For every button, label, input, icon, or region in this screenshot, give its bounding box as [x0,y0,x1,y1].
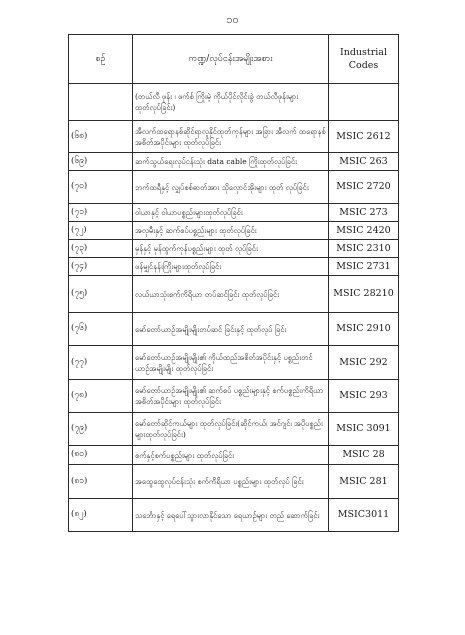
row-description: ဘက်ထရီနှင့် လျှပ်စစ်ဓာတ်အား သိုလှောင်အိုးများ ထုတ် လုပ်ခြင်း [133,171,329,204]
row-industrial-code: MSIC 292 [329,346,399,380]
row-serial-no: (၇၂) [69,222,133,240]
row-industrial-code: MSIC 28 [329,446,399,465]
row-description: ဖန်မျှင်နန်းကြိုးများထုတ်လုပ်ခြင်း [133,258,329,276]
row-industrial-code: MSIC 2720 [329,171,399,204]
header-sector-type: ကဏ္ဍ/လုပ်ငန်းအမျိုးအစား [133,35,329,84]
table-row [69,346,399,380]
table-row [69,380,399,413]
row-description: အထွေထွေလုပ်ငန်းသုံး စက်ကိရိယာ ပစ္စည်းများ ထုတ်လုပ် ခြင်း [133,465,329,499]
row-description: ဆက်သွယ်ရေးလုပ်ငန်းသုံး data cable ကြိုးထုတ်လုပ်ခြင်း [133,153,329,171]
row-description: သင်္ဘောနှင့် ရေပေါ်သွားလာနိုင်သော ရေယာဉ်များ တည် ဆောက်ခြင်း [133,499,329,532]
row-serial-no: (၈၂) [69,499,133,532]
row-serial-no: (၈၀) [69,446,133,465]
row-description: မော်တော်ယာဉ်အမျိုးမျိုး၏ ဆက်စပ် ပစ္စည်းများနှင့် စက်ပစ္စည်းကိရိယာ အစိတ်အပိုင်းများ ထုတ်လုပ်ခြင်း [133,380,329,413]
row-description: အီလက်ထရောနစ်ဆိုင်ရာလူနိုင်ထုတ်ကုန်များ အခြား အီလက် ထရောနစ်အစိတ်အပိုင်းများ ထုတ်လုပ်ခြင်း [133,121,329,153]
header-industrial-codes: Industrial Codes [329,35,399,84]
row-description: (တယ်လီ ဖုန်း ၊ ဖက်စ် ကြိုးမဲ့ ကိုယ်ပိုင်လိုင်းခွဲ တယ်လီဖုန်းများ ထုတ်လုပ်ခြင်း) [133,84,329,121]
table-row [69,204,399,222]
row-serial-no: (၈၁) [69,465,133,499]
row-industrial-code: MSIC 2310 [329,240,399,258]
row-description: အလှမီးနှင့် ဆက်စပ်ပစ္စည်းများ ထုတ်လုပ်ခြင်း [133,222,329,240]
page-number: ၁၀ [226,13,239,26]
row-industrial-code: MSIC 273 [329,204,399,222]
row-industrial-code: MSIC3011 [329,499,399,532]
row-serial-no: (၇၉) [69,413,133,446]
row-serial-no: (၇၁) [69,204,133,222]
row-serial-no: (၇၄) [69,258,133,276]
row-industrial-code: MSIC 263 [329,153,399,171]
row-industrial-code [329,84,399,121]
row-industrial-code: MSIC 28210 [329,276,399,313]
industrial-codes-table [68,34,399,532]
row-description: စက်နှင့်စက်ပစ္စည်းများ ထုတ်လုပ်ခြင်း [133,446,329,465]
row-serial-no [69,84,133,121]
table-row [69,240,399,258]
table-row [69,465,399,499]
row-serial-no: (၇၈) [69,380,133,413]
row-serial-no: (၇၅) [69,276,133,313]
row-industrial-code: MSIC 2612 [329,121,399,153]
row-industrial-code: MSIC 2731 [329,258,399,276]
table-row [69,413,399,446]
row-description: မှန်နှင့် မှန်ထွက်ကုန်ပစ္စည်းများ ထုတ် လုပ်ခြင်း [133,240,329,258]
row-industrial-code: MSIC 281 [329,465,399,499]
row-industrial-code: MSIC 2910 [329,313,399,346]
row-industrial-code: MSIC 3091 [329,413,399,446]
table-row [69,171,399,204]
row-industrial-code: MSIC 2420 [329,222,399,240]
table-row [69,153,399,171]
row-description: မော်တော်ဆိုင်ကယ်များ ထုတ်လုပ်ခြင်း(ဆိုင်ကယ်၊ အင်ဂျင်၊ အပိုပစ္စည်းများထုတ်လုပ်ခြင်း) [133,413,329,446]
header-serial-no: စဉ် [69,35,133,84]
row-description: မော်တော်ယာဉ်အမျိုးမျိုးတပ်ဆင် ခြင်းနှင့် ထုတ်လုပ် ခြင်း [133,313,329,346]
table-row [69,258,399,276]
row-serial-no: (၇၃) [69,240,133,258]
row-serial-no: (၆၈) [69,121,133,153]
table-row [69,499,399,532]
row-serial-no: (၆၉) [69,153,133,171]
table-row [69,446,399,465]
row-serial-no: (၇၇) [69,346,133,380]
table-row [69,276,399,313]
row-serial-no: (၇၆) [69,313,133,346]
table-row [69,84,399,121]
row-description: ဝါယာနှင့် ဝါယာပစ္စည်းများထုတ်လုပ်ခြင်း [133,204,329,222]
table-row [69,121,399,153]
row-industrial-code: MSIC 293 [329,380,399,413]
row-description: လယ်ယာသုံးစက်ကိရိယာ တပ်ဆင်ခြင်း ထုတ်လုပ်ခြင်း [133,276,329,313]
table-row [69,222,399,240]
row-description: မော်တော်ယာဉ်အမျိုးမျိုး၏ ကိုယ်ထည်အစိတ်အပိုင်းနှင့် ပစ္စည်းတင် ယာဉ်အမျိုးမျိုး ထုတ်လုပ်ခြင်း [133,346,329,380]
row-serial-no: (၇၀) [69,171,133,204]
table-row [69,313,399,346]
table-header-row [69,35,399,84]
